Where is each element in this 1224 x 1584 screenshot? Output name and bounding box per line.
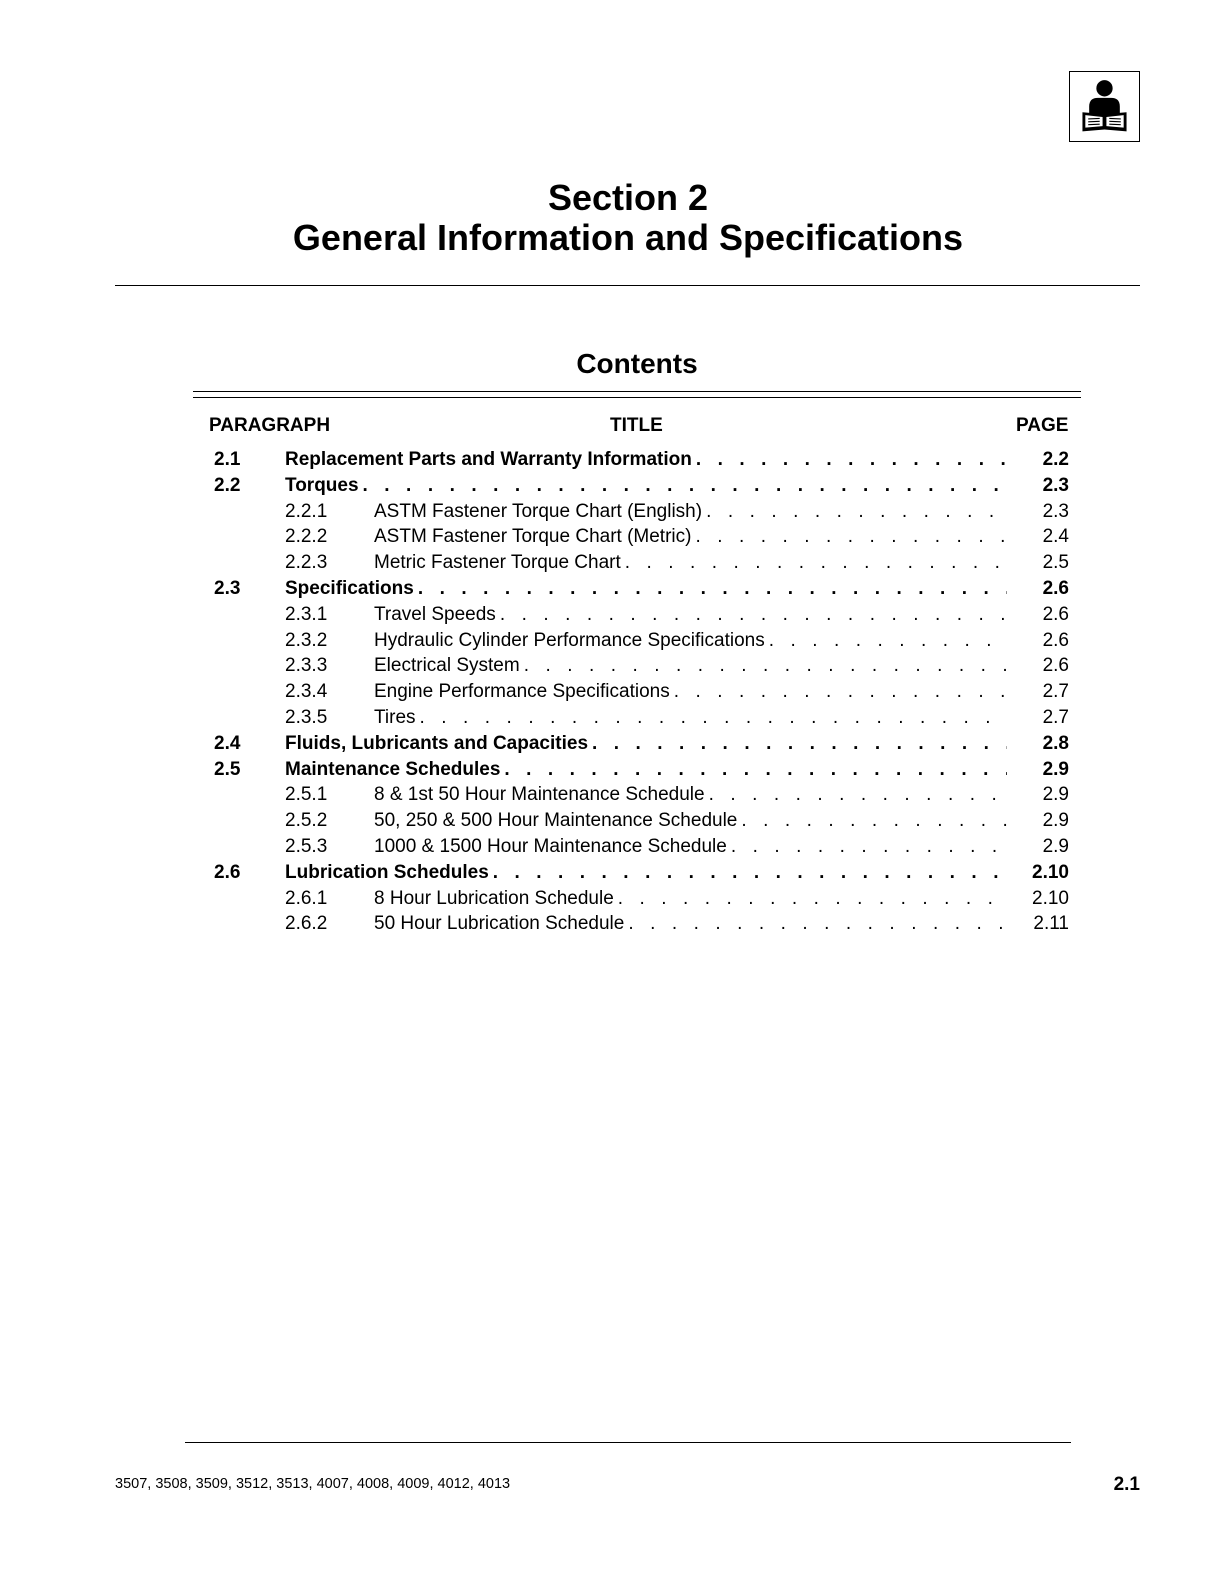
toc-entry-title-wrap (374, 886, 1007, 912)
toc-entry-title: Metric Fastener Torque Chart (374, 552, 621, 574)
toc-entry-number: 2.5.3 (285, 835, 328, 857)
toc-entry-title: Electrical System (374, 655, 520, 677)
toc-entry-title: 8 Hour Lubrication Schedule (374, 887, 614, 909)
toc-entry-page: 2.6 (1042, 655, 1069, 677)
toc-entry-title-wrap (285, 860, 1007, 886)
toc-entry-page: 2.3 (1042, 474, 1069, 496)
toc-entry-title: Hydraulic Cylinder Performance Specifications (374, 629, 765, 651)
toc-entry-title-wrap (285, 447, 1007, 473)
footer-divider (185, 1442, 1071, 1443)
dot-leader (621, 550, 1007, 576)
toc-entry-number: 2.3 (214, 577, 241, 599)
dot-leader (727, 834, 1007, 860)
toc-entry-title-wrap (374, 679, 1007, 705)
toc-entry-number: 2.3.5 (285, 706, 328, 728)
toc-entry-title: Torques (285, 474, 359, 496)
toc-entry-title: ASTM Fastener Torque Chart (Metric) (374, 526, 692, 548)
toc-entry-number: 2.3.1 (285, 603, 328, 625)
dot-leader (359, 473, 1007, 499)
dot-leader (614, 886, 1007, 912)
toc-entry-title-wrap (285, 757, 1007, 783)
toc-entry-title-wrap (285, 473, 1007, 499)
toc-entry[interactable] (0, 860, 1224, 886)
contents-divider-bottom (193, 397, 1081, 398)
toc-entry-number: 2.4 (214, 732, 241, 754)
dot-leader (765, 628, 1007, 654)
toc-entry-title-wrap (374, 550, 1007, 576)
title-divider (115, 285, 1140, 286)
toc-entry-title: Engine Performance Specifications (374, 681, 670, 703)
dot-leader (624, 911, 1007, 937)
toc-entry-title-wrap (374, 628, 1007, 654)
toc-entry[interactable] (0, 550, 1224, 576)
toc-entry-number: 2.3.4 (285, 681, 328, 703)
section-number: Section 2 (547, 177, 709, 218)
toc-entry[interactable] (0, 911, 1224, 937)
toc-entry-title-wrap (285, 731, 1007, 757)
toc-entry-page: 2.9 (1042, 810, 1069, 832)
toc-entry[interactable] (0, 886, 1224, 912)
toc-entry-page: 2.10 (1032, 887, 1069, 909)
toc-entry[interactable] (0, 524, 1224, 550)
toc-entry-title: Fluids, Lubricants and Capacities (285, 732, 589, 754)
toc-entry[interactable] (0, 653, 1224, 679)
toc-entry[interactable] (0, 576, 1224, 602)
toc-entry-page: 2.6 (1042, 577, 1069, 599)
toc-entry-page: 2.5 (1042, 552, 1069, 574)
dot-leader (737, 808, 1007, 834)
toc-entry-page: 2.7 (1042, 681, 1069, 703)
dot-leader (416, 705, 1007, 731)
section-name: General Information and Specifications (292, 217, 964, 258)
toc-entry-number: 2.2 (214, 474, 241, 496)
dot-leader (705, 782, 1007, 808)
dot-leader (702, 499, 1007, 525)
toc-entry-page: 2.11 (1033, 913, 1069, 935)
toc-entry-number: 2.2.1 (285, 500, 328, 522)
toc-entry-title: 50, 250 & 500 Hour Maintenance Schedule (374, 810, 738, 832)
toc-entry-number: 2.5.1 (285, 784, 328, 806)
toc-entry-title: 8 & 1st 50 Hour Maintenance Schedule (374, 784, 705, 806)
toc-entry-title-wrap (374, 808, 1007, 834)
read-manual-icon (1069, 71, 1140, 142)
toc-entry-title-wrap (374, 834, 1007, 860)
toc-entry-title: ASTM Fastener Torque Chart (English) (374, 500, 703, 522)
dot-leader (496, 602, 1007, 628)
dot-leader (588, 731, 1007, 757)
toc-entry-title-wrap (374, 782, 1007, 808)
toc-entry-title-wrap (374, 653, 1007, 679)
toc-entry-title: Travel Speeds (374, 603, 496, 625)
toc-entry-title: Tires (374, 706, 416, 728)
toc-entry-number: 2.6.1 (285, 887, 328, 909)
page-title (0, 178, 1224, 258)
toc-entry-title: 50 Hour Lubrication Schedule (374, 913, 625, 935)
toc-entry-number: 2.2.3 (285, 552, 328, 574)
toc-entry-page: 2.3 (1042, 500, 1069, 522)
column-header-paragraph: PARAGRAPH (209, 415, 331, 436)
footer-page-number: 2.1 (1113, 1474, 1140, 1495)
footer-model-list: 3507, 3508, 3509, 3512, 3513, 4007, 4008, 4009, 4012, 4013 (115, 1476, 511, 1492)
toc-entry-number: 2.5 (214, 758, 241, 780)
toc-entry-page: 2.9 (1042, 758, 1069, 780)
toc-entry[interactable] (0, 705, 1224, 731)
dot-leader (691, 524, 1007, 550)
toc-entry[interactable] (0, 447, 1224, 473)
toc-entry-page: 2.8 (1042, 732, 1069, 754)
toc-entry-title-wrap (374, 524, 1007, 550)
toc-entry-title: Lubrication Schedules (285, 861, 489, 883)
dot-leader (692, 447, 1007, 473)
toc-entry[interactable] (0, 757, 1224, 783)
toc-entry-number: 2.6 (214, 861, 241, 883)
toc-entry-number: 2.5.2 (285, 810, 328, 832)
contents-divider-top (193, 391, 1081, 392)
contents-heading: Contents (576, 348, 698, 379)
toc-entry[interactable] (0, 808, 1224, 834)
toc-entry[interactable] (0, 731, 1224, 757)
toc-entry-page: 2.9 (1042, 835, 1069, 857)
toc-entry-page: 2.9 (1042, 784, 1069, 806)
toc-entry-title: Replacement Parts and Warranty Information (285, 449, 692, 470)
dot-leader (414, 576, 1007, 602)
column-header-page: PAGE (1016, 415, 1069, 436)
column-header-title: TITLE (610, 415, 663, 436)
toc-entry[interactable] (0, 679, 1224, 705)
toc-entry-page: 2.7 (1042, 706, 1069, 728)
toc-entry-title-wrap (374, 911, 1007, 937)
toc-entry[interactable] (0, 834, 1224, 860)
toc-entry-title: 1000 & 1500 Hour Maintenance Schedule (374, 835, 727, 857)
toc-entry-title-wrap (374, 705, 1007, 731)
toc-entry-number: 2.3.2 (285, 629, 328, 651)
toc-entry[interactable] (0, 473, 1224, 499)
toc-entry-title: Specifications (285, 577, 414, 599)
toc-entry[interactable] (0, 782, 1224, 808)
dot-leader (500, 757, 1007, 783)
dot-leader (489, 860, 1007, 886)
toc-entry-title-wrap (285, 576, 1007, 602)
toc-entry[interactable] (0, 628, 1224, 654)
toc-entry-number: 2.2.2 (285, 526, 328, 548)
toc-entry[interactable] (0, 602, 1224, 628)
toc-entry[interactable] (0, 499, 1224, 525)
toc-entry-title-wrap (374, 602, 1007, 628)
toc-entry-page: 2.2 (1042, 449, 1069, 470)
toc-entry-number: 2.3.3 (285, 655, 328, 677)
toc-entry-number: 2.1 (214, 449, 241, 470)
toc-entry-page: 2.6 (1042, 603, 1069, 625)
toc-entry-page: 2.10 (1032, 861, 1069, 883)
dot-leader (520, 653, 1007, 679)
toc-entry-title-wrap (374, 499, 1007, 525)
toc-entry-number: 2.6.2 (285, 913, 328, 935)
toc-entry-page: 2.6 (1042, 629, 1069, 651)
dot-leader (670, 679, 1007, 705)
toc-entry-page: 2.4 (1042, 526, 1069, 548)
table-of-contents (0, 447, 1224, 937)
toc-entry-title: Maintenance Schedules (285, 758, 501, 780)
